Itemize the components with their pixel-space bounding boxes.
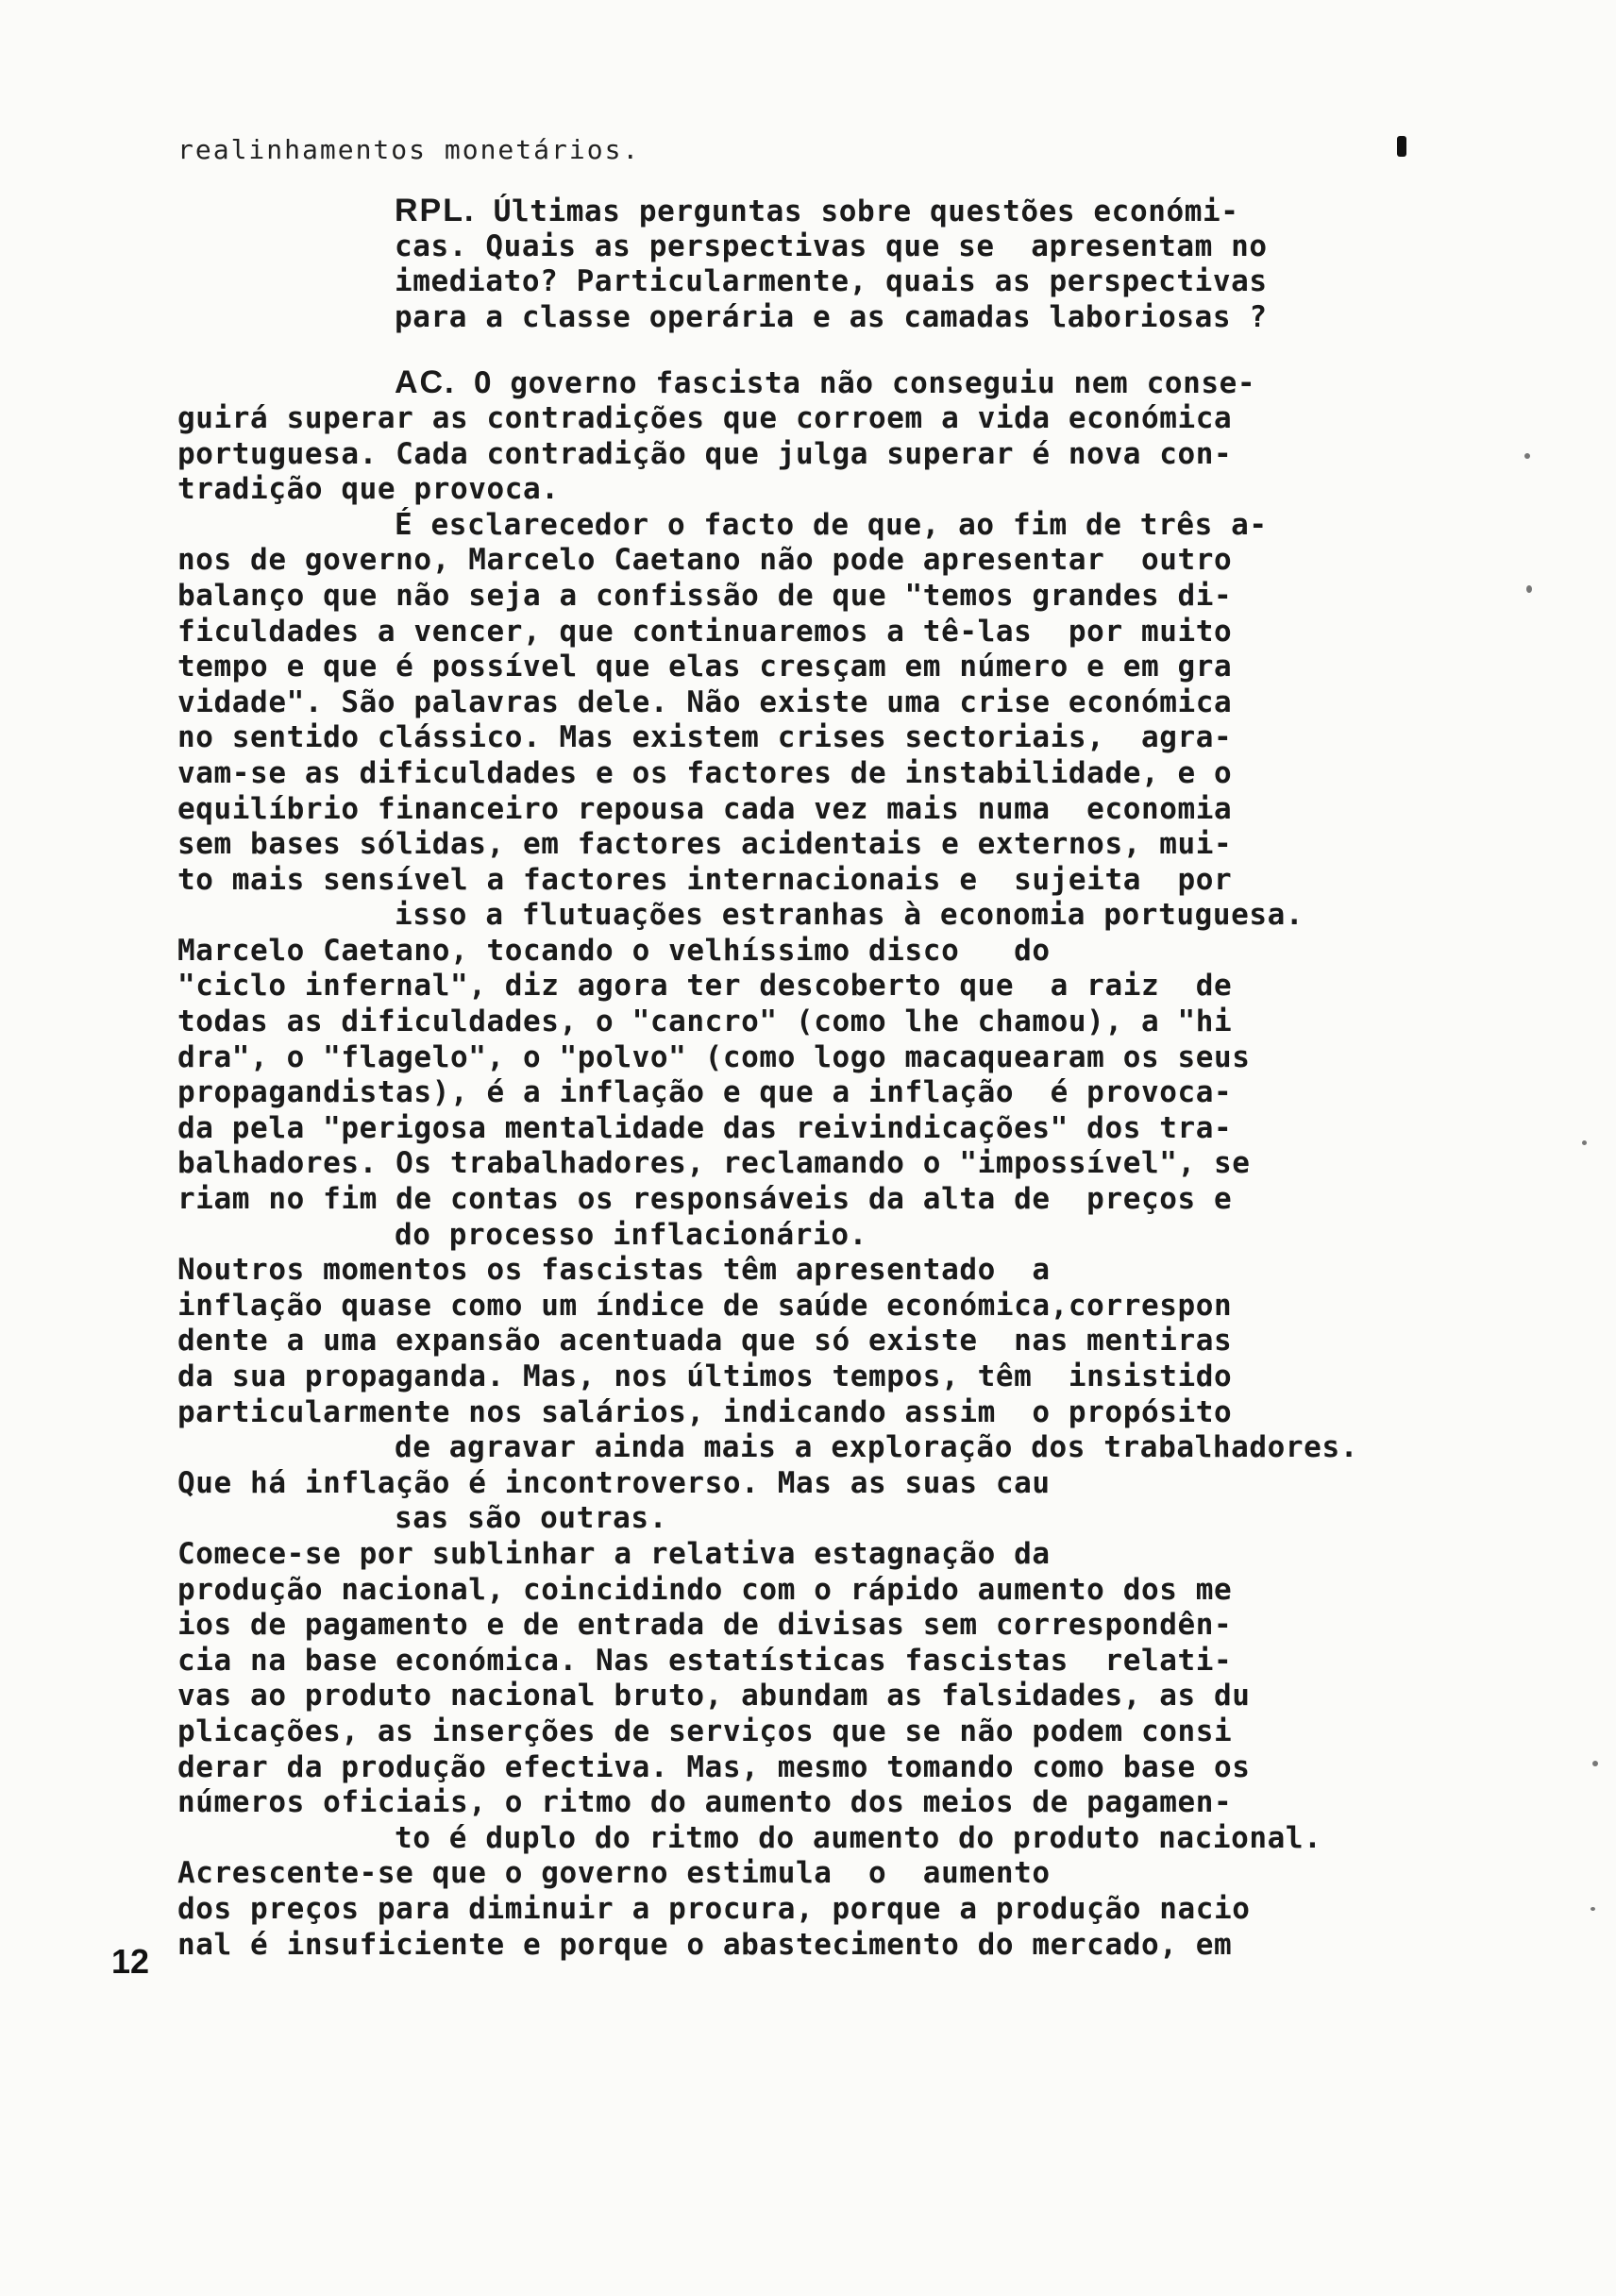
answer-line: Noutros momentos os fascistas têm apresentado a: [177, 1253, 1051, 1288]
scan-speck: [1582, 1140, 1587, 1145]
answer-line: to mais sensível a factores internacionais e sujeita por: [177, 862, 1233, 897]
answer-line: sem bases sólidas, em factores acidentais e externos, mui-: [177, 827, 1233, 862]
question-text: Últimas perguntas sobre questões económi-: [493, 194, 1239, 228]
answer-line: balanço que não seja a confissão de que "temos grandes di-: [177, 578, 1233, 613]
answer-line: riam no fim de contas os responsáveis da alta de preços e: [177, 1182, 1233, 1217]
answer-line: derar da produção efectiva. Mas, mesmo tomando como base os: [177, 1749, 1251, 1784]
answer-line: tempo e que é possível que elas cresçam em número e em gra: [177, 650, 1233, 684]
question-line: [395, 264, 1442, 300]
answer-line: plicações, as inserções de serviços que se não podem consi: [177, 1714, 1233, 1748]
answer-speaker: AC.: [395, 364, 456, 401]
answer-line: dente a uma expansão acentuada que só existe nas mentiras: [177, 1324, 1233, 1359]
answer-line: cia na base económica. Nas estatísticas fascistas relati-: [177, 1643, 1233, 1678]
question-line: [395, 300, 1442, 336]
answer-line: tradição que provoca.: [177, 472, 560, 507]
answer-line: particularmente nos salários, indicando assim o propósito: [177, 1394, 1233, 1429]
header-ink-mark: [1397, 136, 1406, 157]
answer-line: nal é insuficiente e porque o abastecimento do mercado, em: [177, 1927, 1233, 1962]
answer-text: O governo fascista não conseguiu nem conse-: [473, 366, 1256, 401]
answer-line: isso a flutuações estranhas à economia portuguesa.: [395, 898, 1305, 933]
answer-line: [177, 365, 1442, 401]
question-block: [395, 194, 1442, 335]
scan-speck: [1526, 585, 1532, 593]
answer-line: Marcelo Caetano, tocando o velhíssimo disco do: [177, 933, 1051, 968]
text-column: [177, 194, 1442, 1963]
answer-line: nos de governo, Marcelo Caetano não pode apresentar outro: [177, 543, 1233, 578]
answer-line: to é duplo do ritmo do aumento do produto nacional.: [395, 1820, 1322, 1855]
answer-line: dos preços para diminuir a procura, porque a produção nacio: [177, 1891, 1251, 1926]
scan-speck: [1524, 453, 1530, 459]
answer-block: [177, 365, 1442, 1963]
answer-line: propagandistas), é a inflação e que a inflação é provoca-: [177, 1075, 1233, 1110]
answer-line: É esclarecedor o facto de que, ao fim de três a-: [395, 507, 1268, 542]
answer-line: balhadores. Os trabalhadores, reclamando o "impossível", se: [177, 1146, 1251, 1181]
answer-line: da sua propaganda. Mas, nos últimos tempos, têm insistido: [177, 1359, 1233, 1393]
answer-line: sas são outras.: [395, 1501, 667, 1536]
answer-line: todas as dificuldades, o "cancro" (como lhe chamou), a "hi: [177, 1004, 1233, 1039]
page-number: 12: [111, 1942, 150, 1981]
answer-line: portuguesa. Cada contradição que julga superar é nova con-: [177, 436, 1233, 471]
answer-line: guirá superar as contradições que corroem a vida económica: [177, 400, 1233, 435]
answer-line: no sentido clássico. Mas existem crises sectoriais, agra-: [177, 720, 1233, 755]
answer-line: da pela "perigosa mentalidade das reivindicações" dos tra-: [177, 1110, 1233, 1145]
running-header: realinhamentos monetários.: [177, 134, 641, 165]
answer-line: Acrescente-se que o governo estimula o aumento: [177, 1856, 1051, 1891]
answer-line: vidade". São palavras dele. Não existe uma crise económica: [177, 684, 1233, 719]
question-line: [395, 194, 1442, 229]
scan-speck: [1592, 1761, 1598, 1766]
answer-line: vas ao produto nacional bruto, abundam as falsidades, as du: [177, 1679, 1251, 1714]
question-text: para a classe operária e as camadas laboriosas ?: [395, 299, 1268, 334]
scan-speck: [1591, 1907, 1595, 1911]
answer-line: equilíbrio financeiro repousa cada vez mais numa economia: [177, 791, 1233, 826]
question-text: cas. Quais as perspectivas que se apresentam no: [395, 228, 1268, 263]
answer-line: ios de pagamento e de entrada de divisas sem correspondên-: [177, 1608, 1233, 1643]
answer-line: inflação quase como um índice de saúde económica,correspon: [177, 1288, 1233, 1323]
answer-line: ficuldades a vencer, que continuaremos a tê-las por muito: [177, 614, 1233, 649]
answer-line: produção nacional, coincidindo com o rápido aumento dos me: [177, 1572, 1233, 1607]
answer-line: Que há inflação é incontroverso. Mas as suas cau: [177, 1465, 1051, 1500]
answer-line: "ciclo infernal", diz agora ter descoberto que a raiz de: [177, 969, 1233, 1004]
answer-line: de agravar ainda mais a exploração dos trabalhadores.: [395, 1430, 1358, 1465]
answer-line: números oficiais, o ritmo do aumento dos meios de pagamen-: [177, 1785, 1233, 1820]
answer-line: vam-se as dificuldades e os factores de instabilidade, e o: [177, 755, 1233, 790]
answer-line: do processo inflacionário.: [395, 1217, 867, 1252]
question-text: imediato? Particularmente, quais as perspectivas: [395, 264, 1268, 299]
question-line: [395, 229, 1442, 265]
answer-line: Comece-se por sublinhar a relativa estagnação da: [177, 1536, 1051, 1571]
answer-line: dra", o "flagelo", o "polvo" (como logo macaquearam os seus: [177, 1039, 1251, 1074]
question-speaker: RPL.: [395, 193, 476, 228]
